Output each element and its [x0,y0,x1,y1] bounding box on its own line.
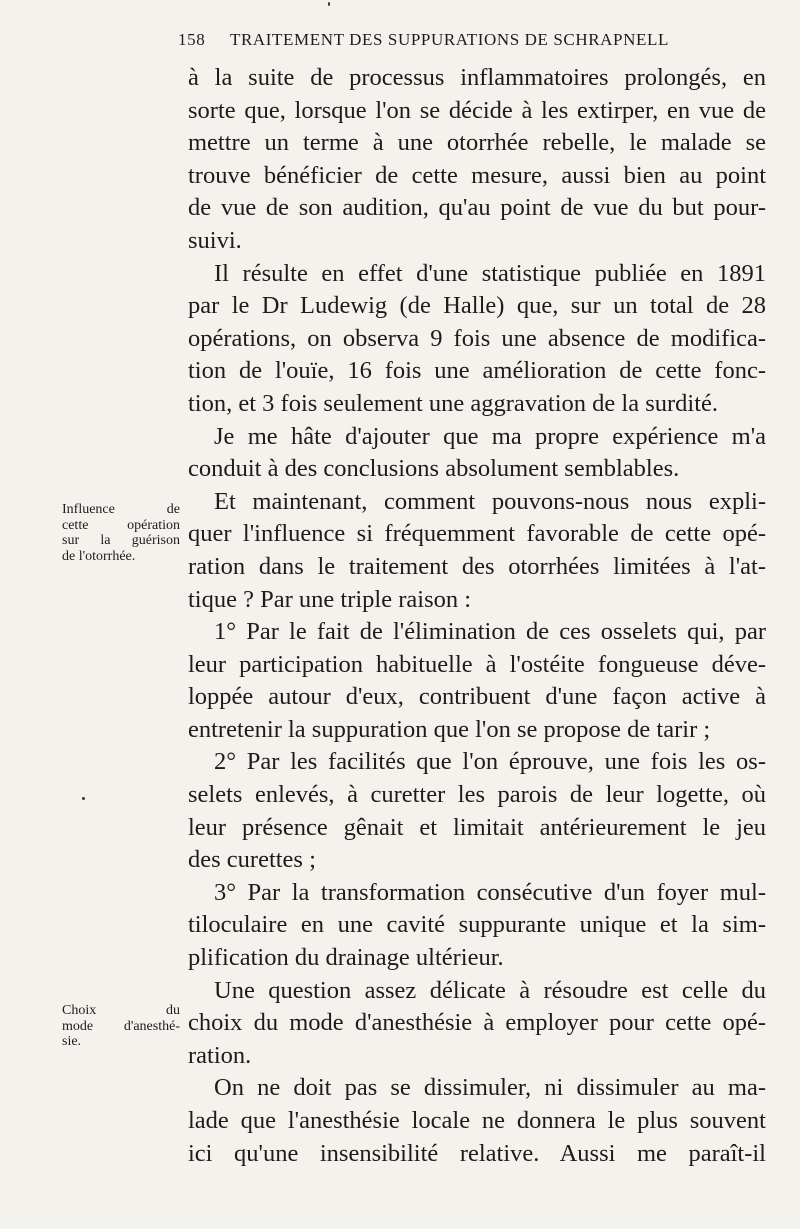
margin-note-line: de l'otorrhée. [62,548,136,564]
text-line: suivi. [188,226,242,254]
paragraph [188,258,766,421]
text-line: selets enlevés, à curetter les parois de leur logette, où [188,781,766,809]
ink-speck [328,2,330,6]
text-line: à la suite de processus inflammatoires prolongés, en [188,64,766,91]
text-line: mettre un terme à une otorrhée rebelle, le malade se [188,129,766,157]
text-line: 3° Par la transformation consécutive d'un foyer mul- [214,878,766,906]
paragraph [188,1072,766,1170]
margin-note [62,1003,180,1050]
text-line: de vue de son audition, qu'au point de vue du but pour- [188,194,766,222]
text-line: leur présence gênait et limitait antérieurement le jeu [188,813,766,841]
text-line: Je me hâte d'ajouter que ma propre expérience m'a [214,422,766,450]
text-line: Il résulte en effet d'une statistique publiée en 1891 [214,259,766,287]
text-line: tique ? Par une triple raison : [188,585,472,613]
text-line: entretenir la suppuration que l'on se propose de tarir ; [188,715,711,743]
text-line: quer l'influence si fréquemment favorable de cette opé- [188,520,766,548]
text-line: des curettes ; [188,846,316,874]
text-line: Une question assez délicate à résoudre est celle du [214,976,766,1004]
paragraph [188,62,766,258]
paragraph [188,746,766,876]
text-line: trouve bénéficier de cette mesure, aussi bien au point [188,161,766,189]
text-line: sorte que, lorsque l'on se décide à les extirper, en vue de [188,96,766,124]
margin-note-line: cette opération [62,517,180,533]
text-line: opérations, on observa 9 fois une absence de modifica- [188,324,766,352]
margin-note-line: mode d'anesthé- [62,1018,180,1034]
text-line: plification du drainage ultérieur. [188,944,504,972]
margin-note-line: sie. [62,1034,82,1049]
margin-note-line: sur la guérison [62,533,180,548]
text-line: choix du mode d'anesthésie à employer pour cette opé- [188,1009,766,1037]
running-title: TRAITEMENT DES SUPPURATIONS DE SCHRAPNELL [230,30,669,49]
text-line: ration. [188,1041,252,1069]
margin-note [62,502,180,564]
text-line: Et maintenant, comment pouvons-nous nous expli- [214,487,766,515]
paragraph [188,616,766,746]
margin-note-line: Influence de [62,502,180,517]
text-line: loppée autour d'eux, contribuent d'une façon active à [188,683,766,711]
text-line: On ne doit pas se dissimuler, ni dissimuler au ma- [214,1074,766,1102]
body-text [188,62,766,1170]
text-line: tion, et 3 fois seulement une aggravation de la surdité. [188,389,719,417]
text-line: 2° Par les facilités que l'on éprouve, une fois les os- [214,748,766,776]
text-line: tion de l'ouïe, 16 fois une amélioration de cette fonc- [188,357,766,385]
running-head [178,30,698,50]
text-line: leur participation habituelle à l'ostéite fongueuse déve- [188,650,766,678]
paragraph [188,486,766,616]
text-line: lade que l'anesthésie locale ne donnera le plus souvent [188,1107,766,1134]
paragraph [188,421,766,486]
page-number: 158 [178,30,206,49]
text-line: conduit à des conclusions absolument semblables. [188,455,680,483]
text-line: ici qu'une insensibilité relative. Aussi me paraît-il [188,1139,766,1167]
margin-note-line: Choix du [62,1003,180,1018]
paragraph [188,975,766,1073]
text-line: tiloculaire en une cavité suppurante unique et la sim- [188,911,766,939]
text-line: 1° Par le fait de l'élimination de ces osselets qui, par [214,618,766,646]
text-line: par le Dr Ludewig (de Halle) que, sur un total de 28 [188,292,766,320]
paragraph [188,877,766,975]
ink-speck [82,797,85,800]
text-line: ration dans le traitement des otorrhées limitées à l'at- [188,552,766,580]
